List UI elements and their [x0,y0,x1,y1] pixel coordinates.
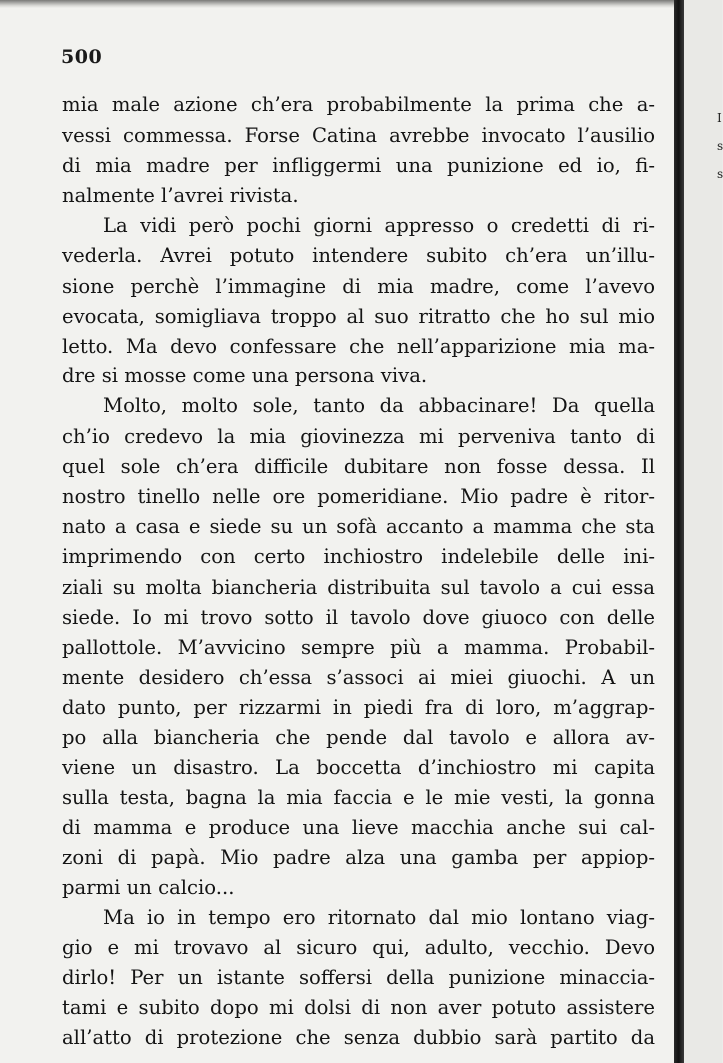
text-line: evocata, somigliava troppo al suo ritratto che ho sul mio [62,305,655,328]
text-line: dato punto, per rizzarmi in piedi fra di loro, m’aggrap- [62,696,655,719]
text-line: vessi commessa. Forse Catina avrebbe invocato l’ausilio [62,124,655,147]
adjacent-page-fragment: I [717,111,722,125]
text-line: mente desidero ch’essa s’associ ai miei giuochi. A un [62,666,655,689]
text-line: Molto, molto sole, tanto da abbacinare! Da quella [103,394,655,417]
text-line: Ma io in tempo ero ritornato dal mio lontano viag- [103,906,655,929]
text-line: po alla biancheria che pende dal tavolo e allora av- [62,726,655,749]
text-line: viene un disastro. La boccetta d’inchiostro mi capita [62,756,655,779]
text-line: ch’io credevo la mia giovinezza mi perveniva tanto di [62,425,655,448]
text-line: dirlo! Per un istante soffersi della punizione minaccia- [62,966,655,989]
text-line: nato a casa e siede su un sofà accanto a mamma che sta [62,515,655,538]
text-line: pallottole. M’avvicino sempre più a mamma. Probabil- [62,636,655,659]
adjacent-page-edge [684,0,722,1063]
adjacent-page-fragment: s [717,167,723,181]
text-line: dre si mosse come una persona viva. [62,364,428,387]
book-gutter [674,0,684,1063]
text-line: nostro tinello nelle ore pomeridiane. Mio padre è ritor- [62,485,655,508]
adjacent-page-fragment: s [717,139,723,153]
text-line: parmi un calcio... [62,876,235,899]
text-line: ziali su molta biancheria distribuita sul tavolo a cui essa [62,576,655,599]
text-line: quel sole ch’era difficile dubitare non fosse dessa. Il [62,455,655,478]
page-number: 500 [61,46,103,68]
text-line: nalmente l’avrei rivista. [62,184,299,207]
text-line: di mamma e produce una lieve macchia anche sui cal- [62,816,655,839]
text-line: di mia madre per infliggermi una punizione ed io, fi- [62,154,655,177]
text-line: zoni di papà. Mio padre alza una gamba per appiop- [62,846,655,869]
page-top-edge [0,0,680,8]
text-line: vederla. Avrei potuto intendere subito ch’era un’illu- [62,244,655,267]
text-line: gio e mi trovavo al sicuro qui, adulto, vecchio. Devo [62,936,655,959]
text-line: sione perchè l’immagine di mia madre, come l’avevo [62,275,655,298]
text-line: La vidi però pochi giorni appresso o credetti di ri- [103,214,655,237]
text-line: siede. Io mi trovo sotto il tavolo dove giuoco con delle [62,606,655,629]
text-line: mia male azione ch’era probabilmente la prima che a- [62,93,655,116]
text-line: tami e subito dopo mi dolsi di non aver potuto assistere [62,996,655,1019]
text-line: letto. Ma devo confessare che nell’apparizione mia ma- [62,335,655,358]
text-line: sulla testa, bagna la mia faccia e le mie vesti, la gonna [62,786,655,809]
text-line: all’atto di protezione che senza dubbio sarà partito da [62,1026,655,1049]
text-line: imprimendo con certo inchiostro indelebile delle ini- [62,545,655,568]
